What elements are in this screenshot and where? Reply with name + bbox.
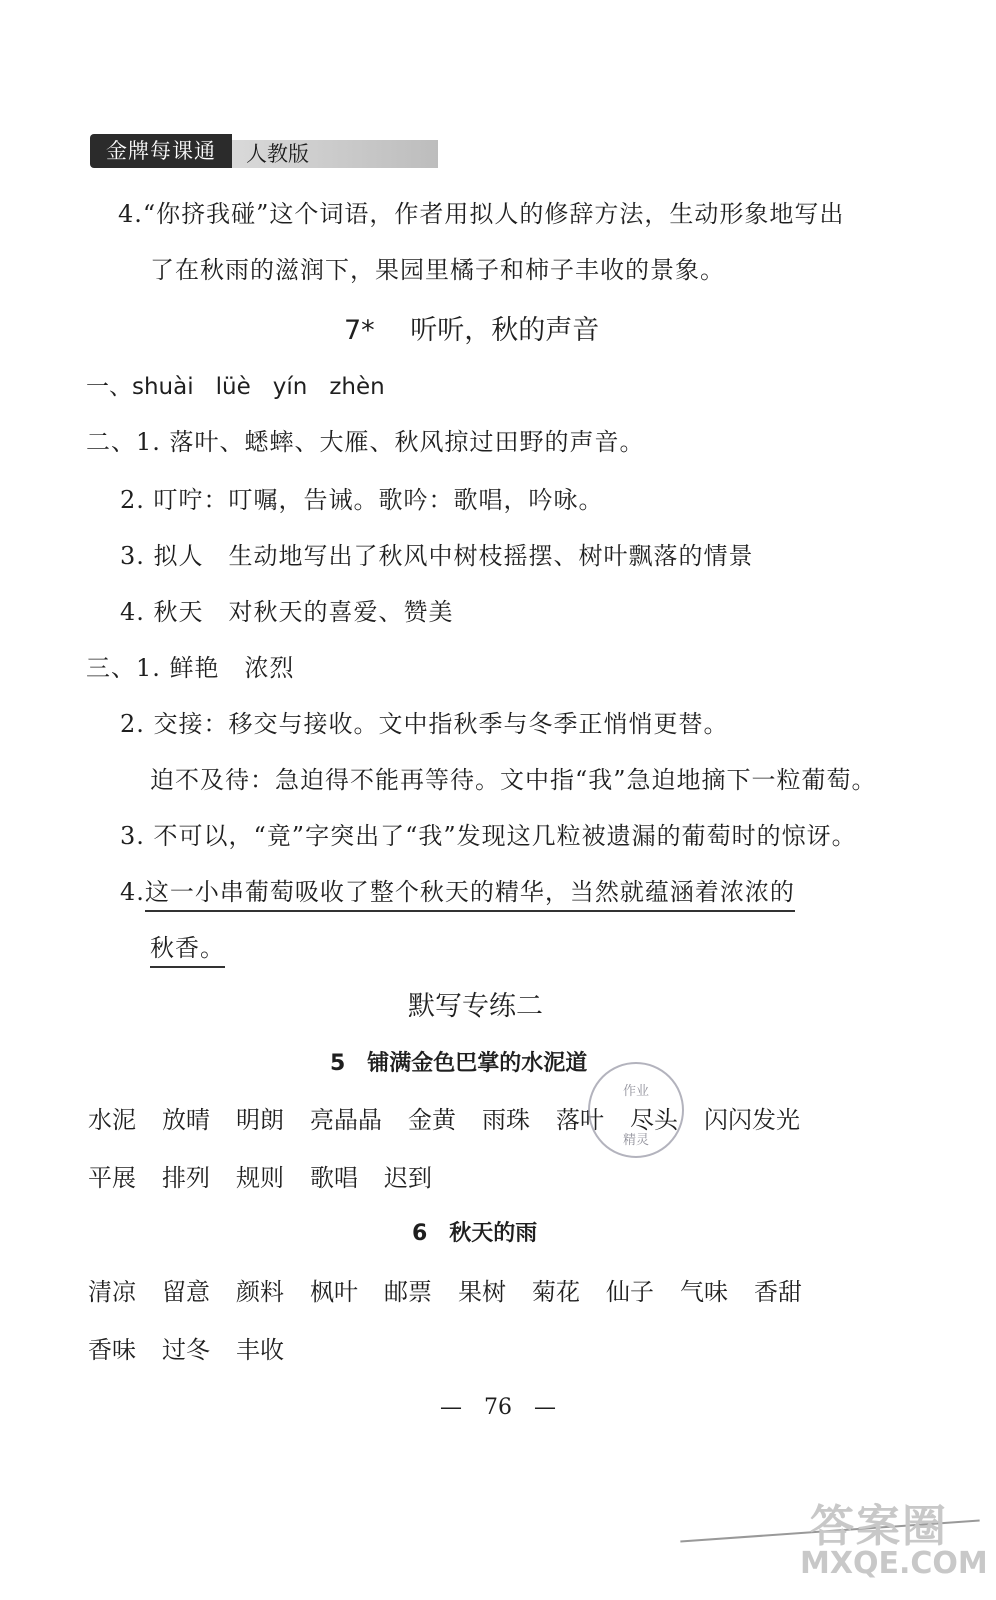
- pinyin-item: lüè: [215, 374, 251, 400]
- dictation-title: 默写专练二: [408, 991, 543, 1022]
- pinyin-item: zhèn: [329, 374, 385, 400]
- word: 气味: [680, 1278, 728, 1306]
- stamp-top-text: 作业: [622, 1084, 649, 1099]
- word: 迟到: [384, 1164, 432, 1192]
- pinyin-item: yín: [272, 374, 308, 400]
- word: 落叶: [556, 1106, 604, 1134]
- section1-pinyin: [86, 368, 407, 401]
- word: 丰收: [236, 1336, 284, 1364]
- word: 清凉: [88, 1278, 136, 1306]
- lesson5-words-row-2: [88, 1158, 458, 1193]
- word: 金黄: [408, 1106, 456, 1134]
- word: 枫叶: [310, 1278, 358, 1306]
- word: 仙子: [606, 1278, 654, 1306]
- word: 邮票: [384, 1278, 432, 1306]
- watermark-top-text: 答案圈: [810, 1501, 948, 1552]
- section3-item-4-text-cont: 秋香。: [150, 934, 225, 968]
- lesson5-words-row-1: [88, 1100, 800, 1135]
- word: 香味: [88, 1336, 136, 1364]
- section2-item-3: 3. 拟人 生动地写出了秋风中树枝摇摆、树叶飘落的情景: [120, 542, 754, 570]
- word: 规则: [236, 1164, 284, 1192]
- section3-item-2-cont: 迫不及待：急迫得不能再等待。文中指“我”急迫地摘下一粒葡萄。: [150, 766, 877, 794]
- header-badge: [90, 134, 350, 168]
- lesson6-words-row-2: [88, 1330, 310, 1365]
- section3-item-4-number: 4.: [120, 878, 145, 906]
- intro-line-1: 4.“你挤我碰”这个词语，作者用拟人的修辞方法，生动形象地写出: [118, 200, 845, 228]
- lesson5-title: 5 铺满金色巴掌的水泥道: [330, 1051, 588, 1076]
- word: 明朗: [236, 1106, 284, 1134]
- watermark-logo: [780, 1490, 988, 1590]
- word: 尽头: [630, 1106, 678, 1134]
- word: 菊花: [532, 1278, 580, 1306]
- word: 雨珠: [482, 1106, 530, 1134]
- word: 水泥: [88, 1106, 136, 1134]
- word: 排列: [162, 1164, 210, 1192]
- word: 果树: [458, 1278, 506, 1306]
- edition-label: 人教版: [232, 140, 438, 168]
- word: 颜料: [236, 1278, 284, 1306]
- word: 过冬: [162, 1336, 210, 1364]
- word: 闪闪发光: [704, 1106, 800, 1134]
- stamp-bottom-text: 精灵: [622, 1133, 649, 1148]
- section2-item-4: 4. 秋天 对秋天的喜爱、赞美: [120, 598, 454, 626]
- watermark-bottom-text: MXQE.COM: [800, 1546, 988, 1581]
- word: 平展: [88, 1164, 136, 1192]
- lesson6-words-row-1: [88, 1272, 802, 1307]
- section2-item-1: 二、1. 落叶、蟋蟀、大雁、秋风掠过田野的声音。: [86, 428, 645, 456]
- section3-item-1: 三、1. 鲜艳 浓烈: [86, 654, 295, 682]
- word: 放晴: [162, 1106, 210, 1134]
- word: 香甜: [754, 1278, 802, 1306]
- section3-item-2: 2. 交接：移交与接收。文中指秋季与冬季正悄悄更替。: [120, 710, 729, 738]
- section3-item-3: 3. 不可以，“竟”字突出了“我”发现这几粒被遗漏的葡萄时的惊讶。: [120, 822, 857, 850]
- word: 亮晶晶: [310, 1106, 382, 1134]
- section1-prefix: 一、: [86, 374, 132, 400]
- lesson7-title: 7* 听听，秋的声音: [344, 315, 600, 346]
- pinyin-item: shuài: [132, 374, 194, 400]
- section2-item-2: 2. 叮咛：叮嘱，告诫。歌吟：歌唱，吟咏。: [120, 486, 604, 514]
- page-number: — 76 —: [440, 1395, 556, 1420]
- section3-item-4-text: 这一小串葡萄吸收了整个秋天的精华，当然就蕴涵着浓浓的: [145, 878, 795, 912]
- word: 歌唱: [310, 1164, 358, 1192]
- word: 留意: [162, 1278, 210, 1306]
- intro-line-2: 了在秋雨的滋润下，果园里橘子和柿子丰收的景象。: [150, 256, 725, 284]
- lesson6-title: 6 秋天的雨: [412, 1221, 538, 1246]
- brand-label: 金牌每课通: [90, 134, 232, 168]
- section3-item-4: [120, 872, 795, 907]
- stamp-seal: [588, 1062, 684, 1158]
- section3-item-4-cont: [150, 928, 225, 963]
